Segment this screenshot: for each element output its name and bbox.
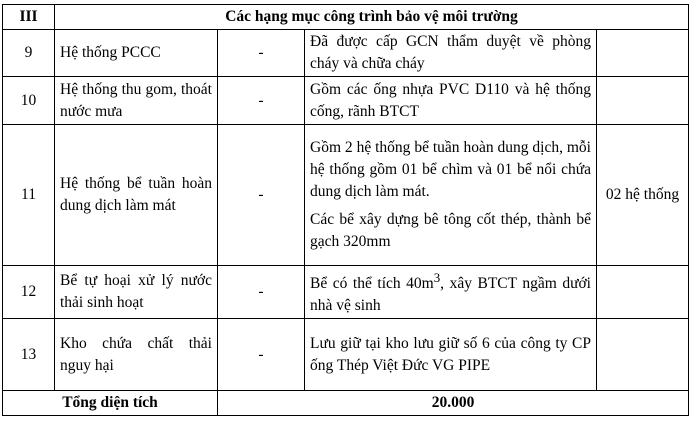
row-mark: - bbox=[218, 125, 305, 266]
environment-works-table bbox=[2, 4, 689, 416]
row-name: Hệ thống bể tuần hoàn dung dịch làm mát bbox=[55, 125, 218, 266]
row-description: Gồm các ống nhựa PVC D110 và hệ thống cống, rãnh BTCT bbox=[305, 77, 597, 125]
row-note bbox=[597, 266, 689, 319]
total-label: Tổng diện tích bbox=[3, 391, 218, 416]
row-description bbox=[305, 266, 597, 319]
row-description bbox=[305, 125, 597, 266]
row-description: Lưu giữ tại kho lưu giữ số 6 của công ty CP ống Thép Việt Đức VG PIPE bbox=[305, 319, 597, 391]
total-row bbox=[3, 391, 689, 416]
table-row bbox=[3, 266, 689, 319]
row-name: Bể tự hoại xử lý nước thải sinh hoạt bbox=[55, 266, 218, 319]
table-row bbox=[3, 77, 689, 125]
row-name: Hệ thống thu gom, thoát nước mưa bbox=[55, 77, 218, 125]
unit-superscript: 3 bbox=[433, 270, 441, 285]
table-row bbox=[3, 319, 689, 391]
section-header-row bbox=[3, 5, 689, 30]
description-paragraph: Gồm 2 hệ thống bể tuần hoàn dung dịch, mỗi hệ thống gồm 01 bể chìm và 01 bể nổi chứa dung dịch làm mát. bbox=[310, 139, 591, 200]
row-number: 13 bbox=[3, 319, 55, 391]
row-mark: - bbox=[218, 77, 305, 125]
row-number: 11 bbox=[3, 125, 55, 266]
row-note: 02 hệ thống bbox=[597, 125, 689, 266]
row-note bbox=[597, 319, 689, 391]
description-text: Bể có thể tích 40m bbox=[310, 275, 434, 293]
total-value: 20.000 bbox=[218, 391, 689, 416]
row-number: 10 bbox=[3, 77, 55, 125]
row-description: Đã được cấp GCN thẩm duyệt về phòng cháy và chữa cháy bbox=[305, 30, 597, 77]
row-mark: - bbox=[218, 30, 305, 77]
description-paragraph: Các bể xây dựng bê tông cốt thép, thành bể gạch 320mm bbox=[310, 211, 591, 250]
table-row bbox=[3, 30, 689, 77]
row-mark: - bbox=[218, 266, 305, 319]
row-note bbox=[597, 30, 689, 77]
row-mark: - bbox=[218, 319, 305, 391]
table-row bbox=[3, 125, 689, 266]
row-name: Kho chứa chất thải nguy hại bbox=[55, 319, 218, 391]
row-number: 9 bbox=[3, 30, 55, 77]
description-text: , xây BTCT ngầm dưới nhà vệ sinh bbox=[310, 275, 591, 315]
row-note bbox=[597, 77, 689, 125]
row-number: 12 bbox=[3, 266, 55, 319]
section-number: III bbox=[3, 5, 55, 30]
section-title: Các hạng mục công trình bảo vệ môi trường bbox=[55, 5, 689, 30]
row-name: Hệ thống PCCC bbox=[55, 30, 218, 77]
